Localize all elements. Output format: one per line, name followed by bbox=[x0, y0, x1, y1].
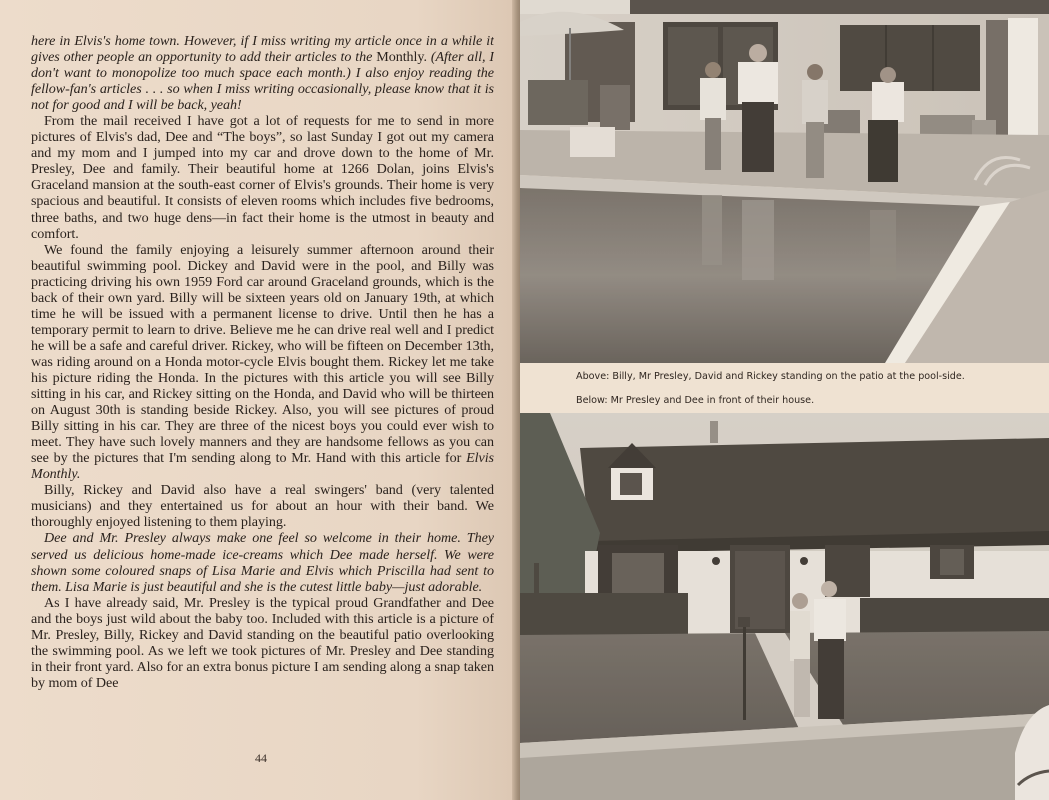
paragraph-1-part-2: Monthly. bbox=[376, 49, 427, 66]
caption-above: Above: Billy, Mr Presley, David and Rickey standing on the patio at the pool-side. bbox=[576, 371, 965, 382]
article-text bbox=[31, 33, 494, 758]
paragraph-3-part-1: We found the family enjoying a leisurely summer afternoon around their beautiful swimming pool. Dickey and David were in the pool, and Billy was practicing driving his own 1959 Ford car around Graceland grounds, which is the back of their own yard. Billy will be sixteen years old on January 19th, at which time he will be issued with a permanent license to drive. Until then he has a temporary permit to learn to drive. Believe me he can drive real well and I predict he will be a safe and careful driver. Rickey, who will be fifteen on December 13th, was riding around on a Honda motor-cycle Elvis bought them. Rickey let me take his picture riding the Honda. In the pictures with this article you will see Billy sitting in his car, and Rickey sitting on the Honda, and David who will be thirteen on August 30th is standing beside Rickey. Also, you will see pictures of proud Billy sitting in his car. They are three of the nicest boys you could ever wish to meet. They have such lovely manners and they are handsome fellows as you can see by the pictures that I'm sending along to Mr. Hand with this article for bbox=[31, 241, 494, 467]
paragraph-3 bbox=[31, 242, 494, 483]
paragraph-4: Billy, Rickey and David also have a real swingers' band (very talented musicians) and they entertained us for about an hour with their band. We thoroughly enjoyed listening to them playing. bbox=[31, 482, 494, 531]
caption-below: Below: Mr Presley and Dee in front of their house. bbox=[576, 395, 815, 406]
paragraph-3-magazine-title: Elvis Monthly. bbox=[31, 450, 494, 483]
house-front-photo-image bbox=[520, 413, 1049, 800]
paragraph-1-part-3: (After all, I don't want to monopolize too much space each month.) I also enjoy reading the fellow-fan's articles . . . so when I miss writing occasionally, please know that it is not for good and I will be back, yeah! bbox=[31, 49, 494, 114]
photo-house-front bbox=[520, 413, 1049, 800]
page-number: 44 bbox=[255, 751, 267, 765]
paragraph-1 bbox=[31, 33, 494, 113]
right-page bbox=[520, 0, 1049, 800]
photo-poolside bbox=[520, 0, 1049, 363]
poolside-photo-image bbox=[520, 0, 1049, 363]
paragraph-6: As I have already said, Mr. Presley is the typical proud Grandfather and Dee and the boys just wild about the baby too. Included with this article is a picture of Mr. Presley, Billy, Rickey and David standing on the beautiful patio overlooking the swimming pool. As we left we took pictures of Mr. Presley and Dee standing in their front yard. Also for an extra bonus picture I am sending along a snap taken by mom of Dee bbox=[31, 594, 494, 691]
paragraph-5: Dee and Mr. Presley always make one feel so welcome in their home. They served us delicious home-made ice-creams which Dee made herself. We were shown some coloured snaps of Lisa Marie and Elvis which Priscilla had sent to them. Lisa Marie is just beautiful and she is the cutest little baby—just adorable. bbox=[31, 530, 494, 595]
paragraph-1-part-1: here in Elvis's home town. However, if I miss writing my article once in a while it gives other people an opportunity to add their articles to the bbox=[31, 33, 494, 66]
left-page bbox=[0, 0, 518, 800]
paragraph-2: From the mail received I have got a lot of requests for me to send in more pictures of Elvis's dad, Dee and “The boys”, so last Sunday I got out my camera and my mom and I jumped into my car and drove down to the home of Mr. Presley, Dee and family. Their beautiful home at 1266 Dolan, joins Elvis's Graceland mansion at the south-east corner of Elvis's grounds. Their home is very spacious and beautiful. It consists of eleven rooms which includes five bedrooms, three baths, and two huge dens—in fact their home is the utmost in beauty and comfort. bbox=[31, 113, 494, 242]
